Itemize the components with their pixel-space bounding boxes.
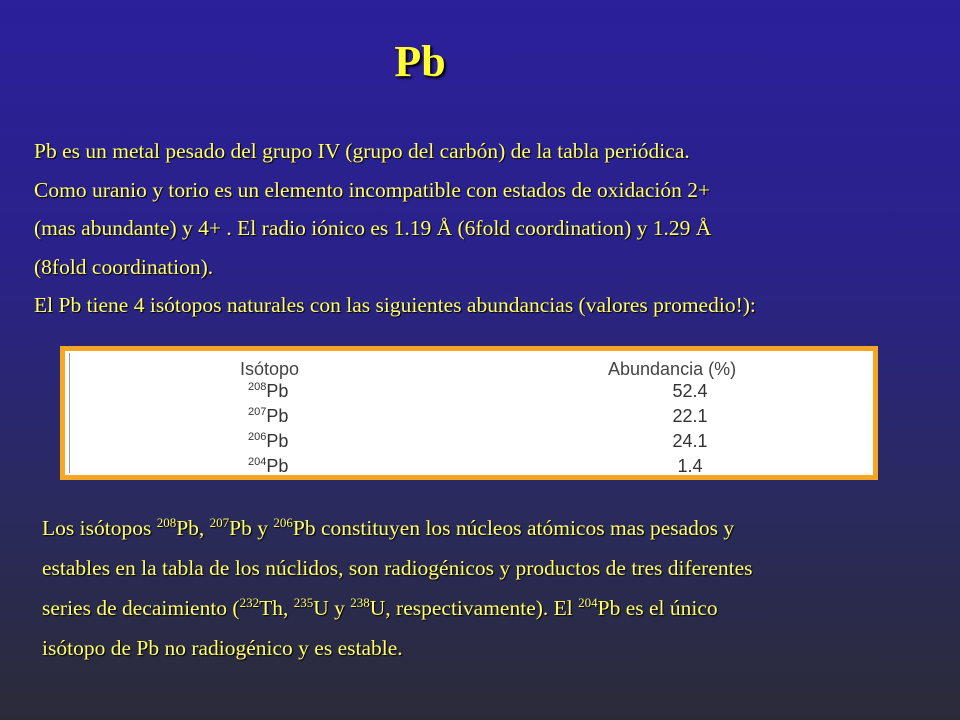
- isotope-cell: $^{207}$Pb: [248, 406, 289, 426]
- outro-line-1: Los isótopos $^{208}$Pb, $^{207}$Pb y $^{206}$Pb constituyen los núcleos atómicos mas pesados y: [42, 515, 735, 540]
- header-abundance: Abundancia (%): [608, 359, 737, 379]
- abundance-cell: 22.1: [672, 406, 708, 426]
- header-isotope: Isótopo: [240, 359, 300, 379]
- intro-line-3: (mas abundante) y 4+ . El radio iónico es 1.19 Å (6fold coordination) y 1.29 Å: [34, 216, 712, 240]
- abundance-cell: 24.1: [672, 431, 708, 451]
- isotope-cell: $^{206}$Pb: [248, 431, 289, 451]
- table-row: [70, 456, 869, 480]
- intro-text: [34, 132, 944, 325]
- outro-line-2: estables en la tabla de los núclidos, son radiogénicos y productos de tres diferentes: [42, 556, 753, 580]
- intro-line-4: (8fold coordination).: [34, 254, 214, 279]
- isotope-cell: $^{208}$Pb: [248, 381, 289, 401]
- intro-line-2: Como uranio y torio es un elemento incompatible con estados de oxidación 2+: [34, 177, 711, 202]
- slide-title: Pb: [394, 37, 446, 86]
- abundance-cell: 52.4: [672, 381, 708, 401]
- table-row: [70, 406, 869, 430]
- table-row: [70, 431, 869, 455]
- isotope-table-image: [60, 346, 878, 480]
- intro-line-5: El Pb tiene 4 isótopos naturales con las siguientes abundancias (valores promedio!):: [34, 293, 756, 317]
- outro-line-3: series de decaimiento ($^{232}$Th, $^{235}$U y $^{238}$U, respectivamente). El $^{204}$Pb es el único: [42, 595, 718, 620]
- outro-text: [42, 508, 942, 668]
- table-row: [70, 381, 869, 405]
- intro-line-1: Pb es un metal pesado del grupo IV (grupo del carbón) de la tabla periódica.: [34, 139, 690, 163]
- abundance-cell: 1.4: [677, 456, 703, 476]
- isotope-cell: $^{204}$Pb: [248, 456, 289, 476]
- isotope-table: [69, 353, 869, 476]
- outro-line-4: isótopo de Pb no radiogénico y es estable.: [42, 636, 403, 660]
